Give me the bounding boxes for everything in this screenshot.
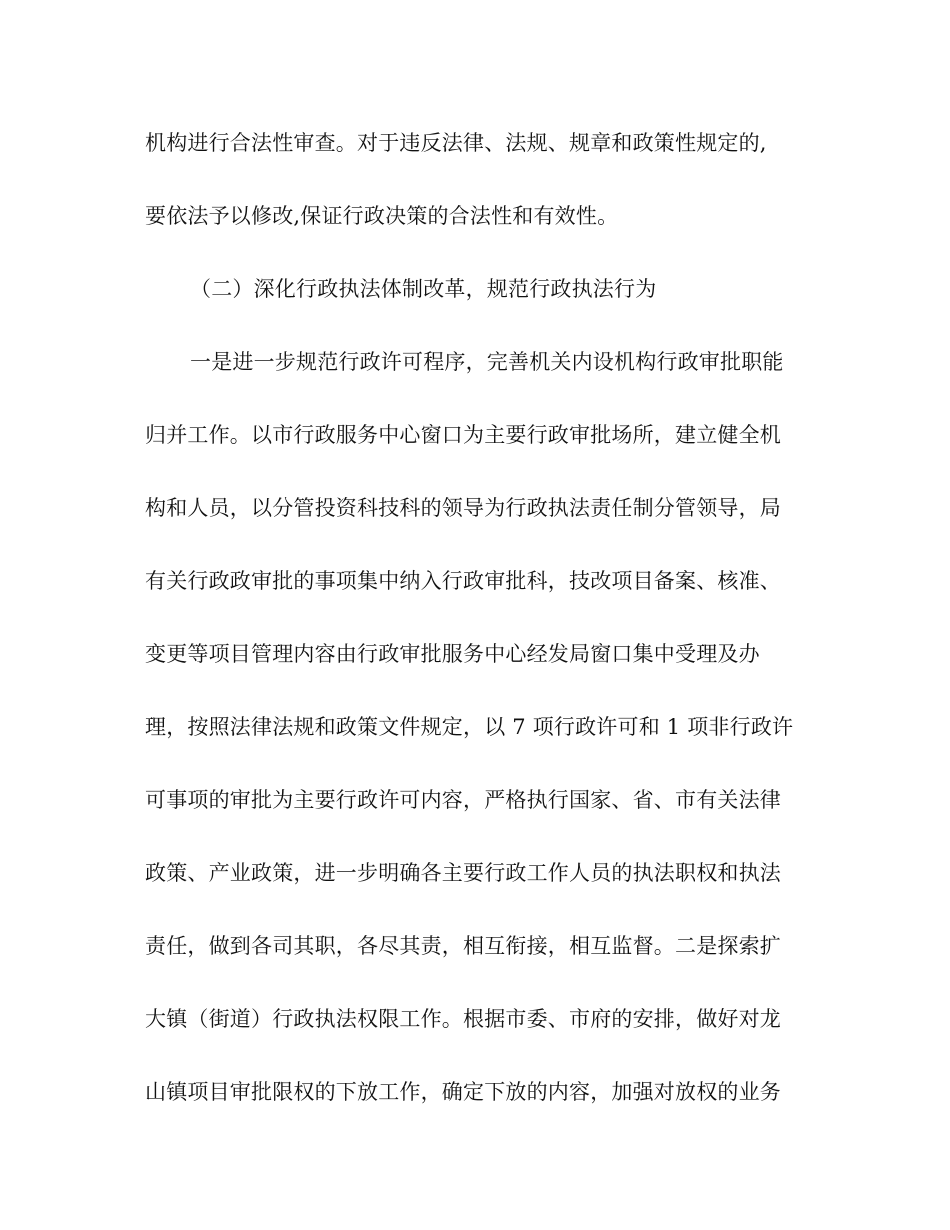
paragraph-first-line: 一是进一步规范行政许可程序，完善机关内设机构行政审批职能 xyxy=(190,350,784,374)
text-line: 大镇（街道）行政执法权限工作。根据市委、市府的安排，做好对龙 xyxy=(145,1007,781,1031)
text-line: 山镇项目审批限权的下放工作，确定下放的内容，加强对放权的业务 xyxy=(145,1080,781,1104)
text-line: 机构进行合法性审查。对于违反法律、法规、规章和政策性规定的, xyxy=(145,131,767,155)
text-line: 责任，做到各司其职，各尽其责，相互衔接，相互监督。二是探索扩 xyxy=(145,934,781,958)
section-heading: （二）深化行政执法体制改革，规范行政执法行为 xyxy=(190,277,657,301)
text-line: 构和人员，以分管投资科技科的领导为行政执法责任制分管领导，局 xyxy=(145,496,781,520)
text-line: 要依法予以修改,保证行政决策的合法性和有效性。 xyxy=(145,204,619,228)
text-line: 政策、产业政策，进一步明确各主要行政工作人员的执法职权和执法 xyxy=(145,861,781,885)
text-line: 变更等项目管理内容由行政审批服务中心经发局窗口集中受理及办 xyxy=(145,642,760,666)
text-line: 归并工作。以市行政服务中心窗口为主要行政审批场所，建立健全机 xyxy=(145,423,781,447)
text-line: 理，按照法律法规和政策文件规定，以 7 项行政许可和 1 项非行政许 xyxy=(145,715,794,739)
text-line: 可事项的审批为主要行政许可内容，严格执行国家、省、市有关法律 xyxy=(145,788,781,812)
text-line: 有关行政政审批的事项集中纳入行政审批科，技改项目备案、核准、 xyxy=(145,569,781,593)
